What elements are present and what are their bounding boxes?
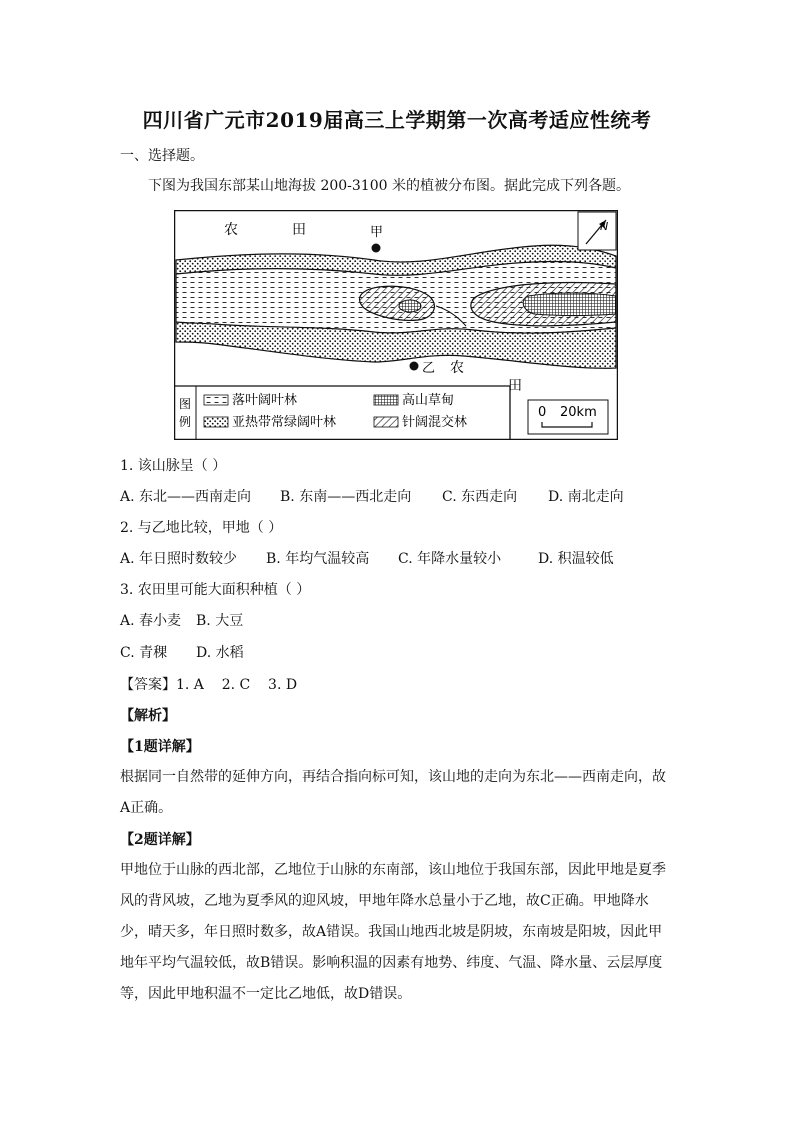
q3-option-c: C. 青稞: [120, 645, 168, 661]
detail-2-text: 甲地位于山脉的西北部，乙地位于山脉的东南部，该山地位于我国东部，因此甲地是夏季风的背风坡，乙地为夏季风的迎风坡，甲地年降水总量小于乙地，故C正确。甲地降水少，晴天多，年日照时数多，故A错误。我国山地西北坡是阴坡，东南坡是阳坡，因此甲地年平均气温较低，故B错误。影响积温的因素有地势、纬度、气温、降水量、云层厚度等，因此甲地积温不一定比乙地低，故D错误。: [120, 862, 666, 1002]
detail-1-label: 【1题详解】: [120, 739, 200, 755]
page-title: 四川省广元市2019届高三上学期第一次高考适应性统考: [142, 108, 652, 132]
q3-option-d: D. 水稻: [196, 645, 244, 661]
point-yi-marker: [410, 362, 419, 371]
q1-option-b: B. 东南——西北走向: [280, 489, 412, 505]
question-3-stem: 3. 农田里可能大面积种植（ ）: [120, 582, 311, 598]
detail-1-text: 根据同一自然带的延伸方向，再结合指向标可知，该山地的走向为东北——西南走向，故A正确。: [120, 769, 666, 816]
answer-line: 【答案】1. A 2. C 3. D: [120, 677, 298, 693]
farmland-bottom-label-1: 农: [450, 360, 464, 376]
analysis-label: 【解析】: [120, 708, 176, 724]
legend-label-evergreen: 亚热带常绿阔叶林: [232, 415, 337, 430]
q2-option-c: C. 年降水量较小: [398, 551, 502, 567]
scale-zero: 0: [538, 405, 547, 420]
section-heading: 一、选择题。: [120, 148, 204, 164]
intro-text: 下图为我国东部某山地海拔 200-3100 米的植被分布图。据此完成下列各题。: [148, 178, 630, 194]
legend-label-meadow: 高山草甸: [402, 393, 455, 408]
point-yi-label: 乙: [422, 361, 436, 376]
question-3-options-row2: [120, 643, 244, 663]
legend-label-mixed: 针阔混交林: [402, 415, 468, 430]
q1-option-d: D. 南北走向: [548, 489, 624, 505]
q2-option-a: A. 年日照时数较少: [120, 551, 238, 567]
farmland-top-label-2: 田: [292, 222, 306, 238]
detail-2-label: 【2题详解】: [120, 832, 200, 848]
q3-option-a: A. 春小麦: [120, 613, 182, 629]
west-meadow: [399, 300, 421, 312]
legend-title-2: 例: [179, 415, 192, 429]
legend-label-deciduous: 落叶阔叶林: [232, 393, 298, 408]
q1-option-a: A. 东北——西南走向: [120, 489, 252, 505]
legend-swatch-evergreen: [204, 417, 228, 427]
question-2-stem: 2. 与乙地比较，甲地（ ）: [120, 520, 283, 536]
farmland-bottom-label-2: 田: [508, 378, 522, 394]
legend-swatch-meadow: [374, 395, 398, 405]
farmland-top-label-1: 农: [224, 222, 238, 238]
east-meadow: [523, 293, 616, 316]
q2-option-b: B. 年均气温较高: [266, 551, 370, 567]
legend-swatch-deciduous: [204, 395, 228, 405]
point-jia-label: 甲: [370, 225, 384, 240]
q1-option-c: C. 东西走向: [442, 489, 518, 505]
q3-option-b: B. 大豆: [196, 613, 244, 629]
question-1-options: [120, 487, 624, 507]
question-1-stem: 1. 该山脉呈（ ）: [120, 458, 227, 474]
north-label: N: [600, 220, 609, 233]
q2-option-d: D. 积温较低: [538, 551, 614, 567]
vegetation-map: [174, 210, 618, 440]
point-jia-marker: [372, 244, 381, 253]
scale-value: 20km: [560, 405, 597, 420]
question-2-options: [120, 549, 614, 569]
legend-swatch-mixed: [374, 417, 398, 427]
legend-title-1: 图: [179, 397, 192, 411]
question-3-options-row1: [120, 611, 243, 631]
